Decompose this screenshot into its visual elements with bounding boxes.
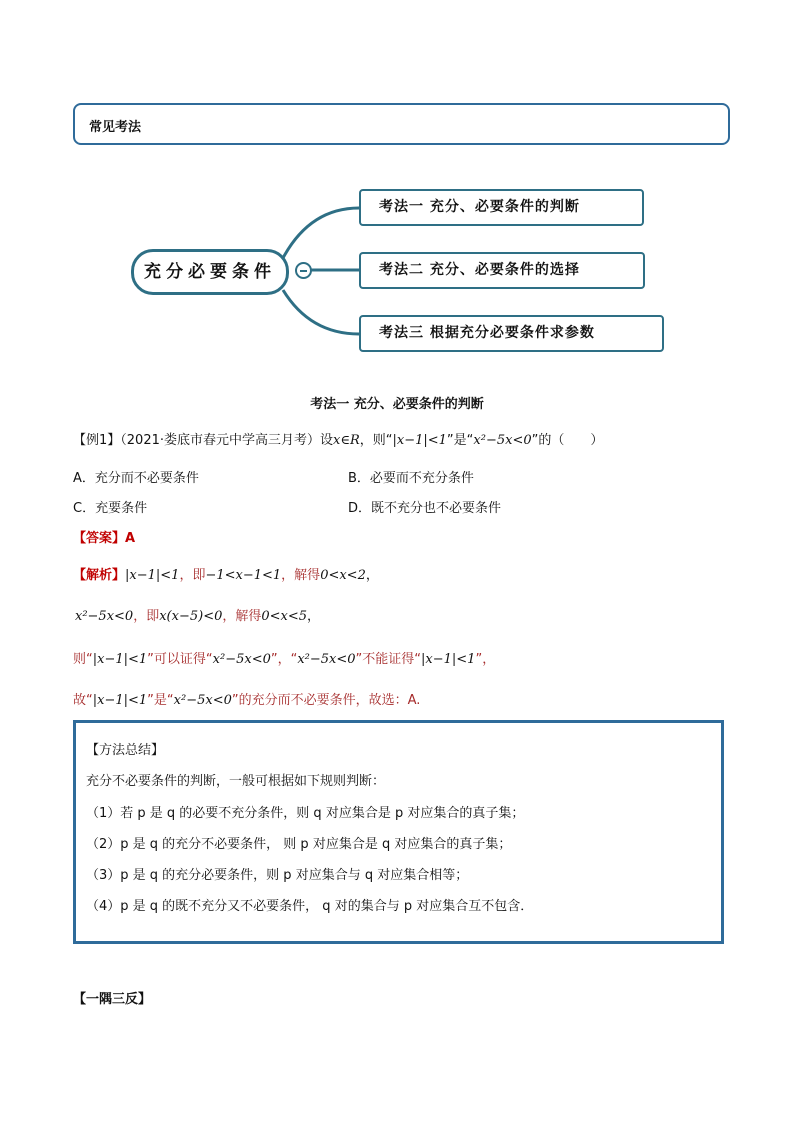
section-title: 考法一 充分、必要条件的判断	[310, 397, 484, 412]
connector-3	[283, 290, 359, 334]
mindmap-center-node: 充分必要条件	[131, 249, 289, 295]
analysis-line-4	[73, 689, 420, 708]
example-source: （2021·娄底市春元中学高三月考）设	[120, 433, 333, 448]
collapse-icon[interactable]	[295, 262, 312, 279]
method-rule-4: （4）p 是 q 的既不充分又不必要条件， q 对的集合与 p 对应集合互不包含．	[86, 899, 534, 914]
text: ，解得	[222, 609, 262, 624]
math: 0<x<5	[261, 609, 308, 624]
method-rule-1: （1）若 p 是 q 的必要不充分条件，则 q 对应集合是 p 对应集合的真子集；	[86, 806, 525, 821]
example-tag: 【例1】	[73, 433, 121, 448]
math: x∈R	[333, 433, 360, 448]
analysis-line-3	[73, 648, 495, 667]
mindmap-branch-2: 考法二 充分、必要条件的选择	[359, 252, 645, 289]
mindmap-branch-3: 考法三 根据充分必要条件求参数	[359, 315, 664, 352]
method-title: 【方法总结】	[86, 743, 165, 758]
math: |x−1|<1	[125, 568, 180, 583]
math: |x−1|<1	[421, 652, 476, 667]
text: ，解得	[281, 568, 321, 583]
text: ”的（ ）	[531, 433, 604, 448]
math: |x−1|<1	[92, 652, 148, 667]
text: ”是“	[147, 693, 174, 708]
math: 0<x<2	[320, 568, 366, 583]
text: ”可以证得“	[147, 652, 213, 667]
math: x²−5x<0	[473, 433, 532, 448]
text: ，即	[179, 568, 206, 583]
text: 则“	[73, 652, 93, 667]
math: x²−5x<0	[173, 693, 232, 708]
method-summary-box	[73, 720, 724, 944]
answer	[73, 527, 135, 546]
math: x²−5x<0	[297, 652, 356, 667]
math: x²−5x<0	[75, 609, 134, 624]
text: ，	[307, 609, 321, 624]
mindmap-branch-1: 考法一 充分、必要条件的判断	[359, 189, 644, 226]
method-intro: 充分不必要条件的判断，一般可根据如下规则判断：	[86, 774, 386, 789]
text: ，则“	[359, 433, 393, 448]
answer-tag: 【答案】	[73, 531, 126, 546]
text: ”不能证得“	[355, 652, 422, 667]
math: |x−1|<1	[392, 433, 447, 448]
method-rule-3: （3）p 是 q 的充分必要条件，则 p 对应集合与 q 对应集合相等；	[86, 868, 469, 883]
text: ，即	[133, 609, 160, 624]
analysis-line-1	[73, 564, 379, 583]
option-d: D．既不充分也不必要条件	[348, 501, 502, 516]
text: ，	[365, 568, 379, 583]
text: ”的充分而不必要条件，故选：A.	[231, 693, 421, 708]
math: |x−1|<1	[92, 693, 148, 708]
analysis-line-2	[75, 605, 320, 624]
option-b: B．必要而不充分条件	[348, 471, 474, 486]
math: x(x−5)<0	[159, 609, 223, 624]
text: ”是“	[446, 433, 474, 448]
text: ”，“	[270, 652, 298, 667]
method-rule-2: （2）p 是 q 的充分不必要条件， 则 p 对应集合是 q 对应集合的真子集；	[86, 837, 512, 852]
example-question	[73, 429, 603, 448]
connector-1	[283, 208, 359, 258]
option-a: A．充分而不必要条件	[73, 471, 199, 486]
option-c: C．充要条件	[73, 501, 148, 516]
answer-value: A	[125, 531, 136, 546]
analysis-tag: 【解析】	[73, 568, 126, 583]
math: −1<x−1<1	[205, 568, 282, 583]
math: x²−5x<0	[212, 652, 271, 667]
text: ”，	[475, 652, 496, 667]
section-header-title: 常见考法	[89, 120, 142, 135]
text: 故“	[73, 693, 93, 708]
practice-heading: 【一隅三反】	[73, 992, 152, 1007]
